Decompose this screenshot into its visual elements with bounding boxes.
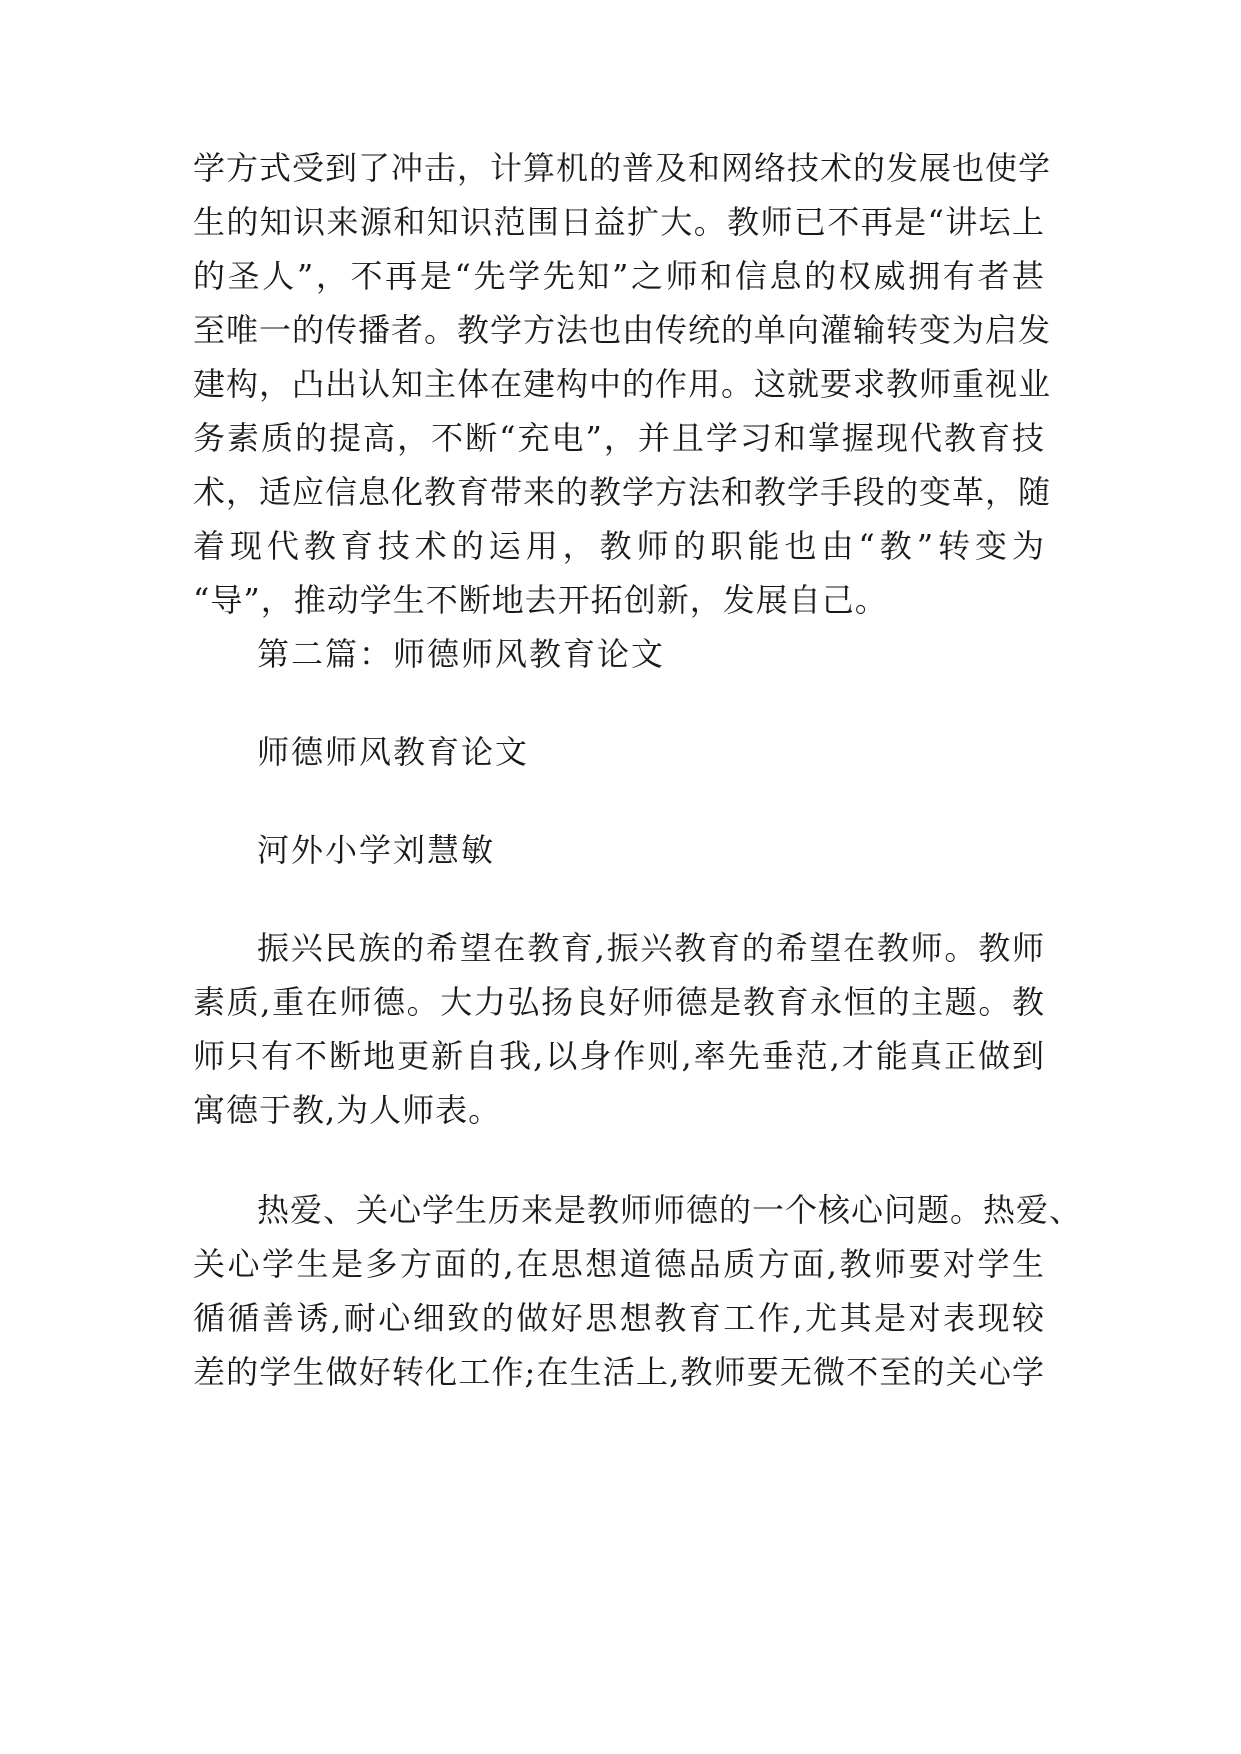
paragraph-1-line-7: 术，适应信息化教育带来的教学方法和教学手段的变革，随 — [193, 473, 1052, 511]
paragraph-1-line-2: 生的知识来源和知识范围日益扩大。教师已不再是“讲坛上 — [193, 203, 1045, 241]
paragraph-1-line-4: 至唯一的传播者。教学方法也由传统的单向灌输转变为启发 — [193, 311, 1052, 349]
paragraph-1-line-6: 务素质的提高，不断“充电”，并且学习和掌握现代教育技 — [193, 419, 1045, 457]
paragraph-2-line-3: 师只有不断地更新自我,以身作则,率先垂范,才能真正做到 — [193, 1037, 1045, 1075]
paragraph-3-line-4: 差的学生做好转化工作;在生活上,教师要无微不至的关心学 — [193, 1353, 1045, 1391]
paragraph-2-line-1: 振兴民族的希望在教育,振兴教育的希望在教师。教师 — [257, 929, 1045, 967]
paragraph-1-line-3: 的圣人”，不再是“先学先知”之师和信息的权威拥有者甚 — [193, 257, 1045, 295]
paragraph-3-line-3: 循循善诱,耐心细致的做好思想教育工作,尤其是对表现较 — [193, 1299, 1045, 1337]
paragraph-2-line-4: 寓德于教,为人师表。 — [193, 1091, 502, 1129]
paragraph-3-line-1: 热爱、关心学生历来是教师师德的一个核心问题。热爱、 — [257, 1191, 1083, 1229]
essay-author: 河外小学刘慧敏 — [257, 831, 496, 869]
paragraph-2-line-2: 素质,重在师德。大力弘扬良好师德是教育永恒的主题。教 — [193, 983, 1045, 1021]
paragraph-1-line-9: “导”，推动学生不断地去开拓创新，发展自己。 — [193, 581, 888, 619]
section-heading: 第二篇：师德师风教育论文 — [257, 635, 666, 673]
paragraph-1-line-1: 学方式受到了冲击，计算机的普及和网络技术的发展也使学 — [193, 149, 1052, 187]
essay-title: 师德师风教育论文 — [257, 733, 530, 771]
paragraph-3-line-2: 关心学生是多方面的,在思想道德品质方面,教师要对学生 — [193, 1245, 1045, 1283]
paragraph-1-line-8: 着现代教育技术的运用，教师的职能也由“教”转变为 — [193, 527, 1045, 565]
paragraph-1-line-5: 建构，凸出认知主体在建构中的作用。这就要求教师重视业 — [193, 365, 1052, 403]
